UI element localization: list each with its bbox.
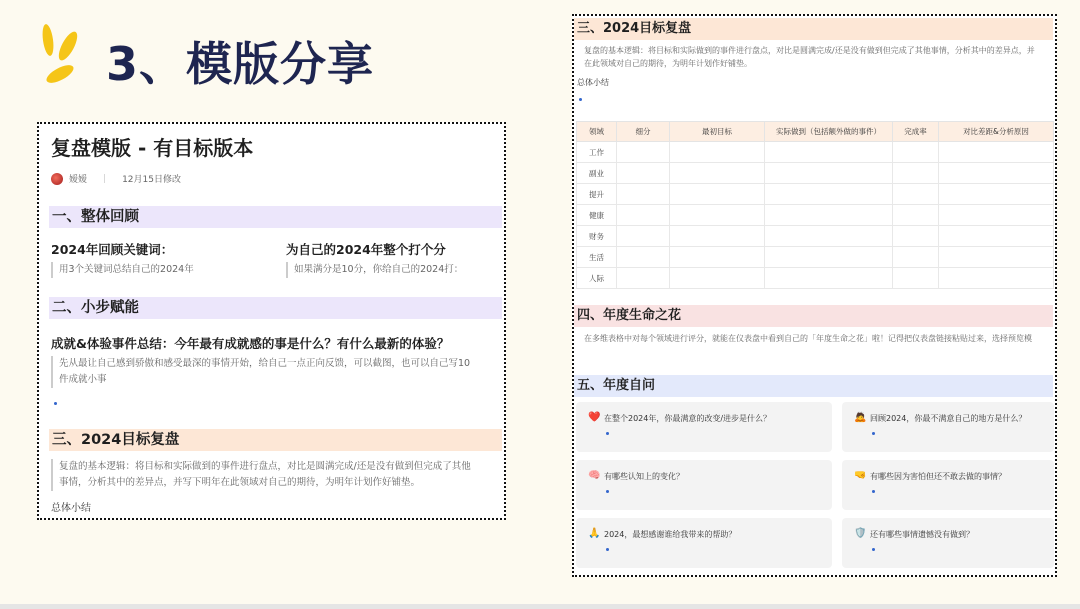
achievement-question: 成就&体验事件总结：今年最有成就感的事是什么？有什么最新的体验？ bbox=[51, 336, 450, 351]
header-initial-goal[interactable]: 最初目标 bbox=[670, 122, 765, 142]
empty-cell[interactable] bbox=[939, 205, 1054, 226]
self-question-card[interactable] bbox=[576, 402, 832, 452]
section-heading-goal-review: 三、2024目标复盘 bbox=[49, 429, 502, 451]
empty-cell[interactable] bbox=[765, 163, 893, 184]
empty-cell[interactable] bbox=[765, 268, 893, 289]
row-domain-cell[interactable]: 副业 bbox=[577, 163, 617, 184]
question-emoji-icon: 🤜 bbox=[854, 470, 867, 481]
header-domain[interactable]: 领域 bbox=[577, 122, 617, 142]
left-template-doc bbox=[37, 122, 506, 520]
empty-cell[interactable] bbox=[617, 226, 670, 247]
section-heading-goal-review: 三、2024目标复盘 bbox=[574, 18, 1053, 40]
empty-cell[interactable] bbox=[765, 247, 893, 268]
row-domain-cell[interactable]: 健康 bbox=[577, 205, 617, 226]
table-row[interactable] bbox=[577, 184, 1054, 205]
empty-cell[interactable] bbox=[670, 205, 765, 226]
summary-label: 总体小结 bbox=[51, 503, 91, 514]
modified-time: 12月15日修改 bbox=[122, 175, 181, 185]
question-emoji-icon: 🛡️ bbox=[854, 528, 867, 539]
goal-review-table bbox=[576, 121, 1054, 289]
row-domain-cell[interactable]: 工作 bbox=[577, 142, 617, 163]
row-domain-cell[interactable]: 财务 bbox=[577, 226, 617, 247]
header-subcategory[interactable]: 细分 bbox=[617, 122, 670, 142]
question-text: 有哪些认知上的变化？ bbox=[604, 472, 684, 481]
empty-cell[interactable] bbox=[765, 184, 893, 205]
goal-review-hint-line1[interactable]: 复盘的基本逻辑：将目标和实际做到的事件进行盘点，对比是圆满完成/还是没有做到但完成了其他事情，分析其中的差异点，并 bbox=[584, 46, 1035, 55]
empty-cell[interactable] bbox=[893, 226, 939, 247]
author-name[interactable]: 嫒嫒 bbox=[69, 175, 88, 185]
empty-cell[interactable] bbox=[617, 205, 670, 226]
empty-cell[interactable] bbox=[670, 247, 765, 268]
self-question-card[interactable] bbox=[576, 518, 832, 568]
answer-bullet[interactable] bbox=[606, 548, 609, 551]
question-emoji-icon: ❤️ bbox=[588, 412, 601, 423]
empty-cell[interactable] bbox=[893, 184, 939, 205]
self-question-card[interactable] bbox=[842, 460, 1054, 510]
table-row[interactable] bbox=[577, 226, 1054, 247]
empty-cell[interactable] bbox=[893, 268, 939, 289]
meta-divider: | bbox=[103, 173, 107, 184]
answer-bullet[interactable] bbox=[872, 548, 875, 551]
row-domain-cell[interactable]: 提升 bbox=[577, 184, 617, 205]
keywords-title: 2024年回顾关键词： bbox=[51, 242, 174, 257]
empty-bullet[interactable] bbox=[579, 98, 582, 101]
empty-cell[interactable] bbox=[617, 268, 670, 289]
empty-cell[interactable] bbox=[670, 226, 765, 247]
question-text: 还有哪些事情遗憾没有做到？ bbox=[870, 530, 974, 539]
goal-review-hint-line2[interactable]: 在此领域对自己的期待，为明年计划作好铺垫。 bbox=[584, 59, 752, 68]
question-text: 2024，最想感谢谁给我带来的帮助？ bbox=[604, 530, 737, 539]
empty-cell[interactable] bbox=[765, 226, 893, 247]
self-question-card[interactable] bbox=[576, 460, 832, 510]
empty-cell[interactable] bbox=[939, 184, 1054, 205]
empty-cell[interactable] bbox=[617, 247, 670, 268]
question-text: 有哪些因为害怕但还不敢去做的事情？ bbox=[870, 472, 1006, 481]
header-actual-done[interactable]: 实际做到（包括额外做的事件） bbox=[765, 122, 893, 142]
table-header-row bbox=[577, 122, 1054, 142]
table-row[interactable] bbox=[577, 142, 1054, 163]
question-text: 在整个2024年，你最满意的改变/进步是什么？ bbox=[604, 414, 772, 423]
question-text: 回顾2024，你最不满意自己的地方是什么？ bbox=[870, 414, 1027, 423]
empty-cell[interactable] bbox=[670, 142, 765, 163]
empty-cell[interactable] bbox=[670, 163, 765, 184]
question-emoji-icon: 🙇 bbox=[854, 412, 867, 423]
goal-review-hint-line2: 事情，分析其中的差异点，并写下明年在此领域对自己的期待，为明年计划作好铺垫。 bbox=[59, 477, 421, 488]
empty-cell[interactable] bbox=[893, 247, 939, 268]
slide-title: 3、模版分享 bbox=[106, 37, 375, 91]
header-completion-rate[interactable]: 完成率 bbox=[893, 122, 939, 142]
question-emoji-icon: 🙏 bbox=[588, 528, 601, 539]
row-domain-cell[interactable]: 生活 bbox=[577, 247, 617, 268]
empty-cell[interactable] bbox=[893, 205, 939, 226]
answer-bullet[interactable] bbox=[872, 490, 875, 493]
section-heading-overall-review: 一、整体回顾 bbox=[49, 206, 502, 228]
question-emoji-icon: 🧠 bbox=[588, 470, 601, 481]
avatar[interactable] bbox=[51, 173, 63, 185]
empty-cell[interactable] bbox=[617, 163, 670, 184]
empty-cell[interactable] bbox=[893, 142, 939, 163]
empty-cell[interactable] bbox=[617, 184, 670, 205]
empty-cell[interactable] bbox=[765, 205, 893, 226]
table-row[interactable] bbox=[577, 247, 1054, 268]
section-heading-life-flower: 四、年度生命之花 bbox=[574, 305, 1053, 327]
leaf-decoration-icon bbox=[36, 18, 90, 90]
row-domain-cell[interactable]: 人际 bbox=[577, 268, 617, 289]
section-heading-annual-self-questions: 五、年度自问 bbox=[574, 375, 1053, 397]
achievement-hint[interactable] bbox=[51, 356, 503, 388]
achievement-hint-line1: 先从最让自己感到骄傲和感受最深的事情开始，给自己一点正向反馈，可以截图，也可以自己写10 bbox=[59, 358, 471, 369]
empty-cell[interactable] bbox=[939, 163, 1054, 184]
life-flower-hint[interactable]: 在多维表格中对每个领域进行评分，就能在仪表盘中看到自己的「年度生命之花」啦！记得把仪表盘链接粘贴过来，选择预览模 bbox=[584, 334, 1032, 343]
score-hint[interactable]: 如果满分是10分，你给自己的2024打： bbox=[286, 262, 463, 278]
answer-bullet[interactable] bbox=[606, 490, 609, 493]
answer-bullet[interactable] bbox=[872, 432, 875, 435]
score-title: 为自己的2024年整个打个分 bbox=[286, 242, 446, 257]
empty-cell[interactable] bbox=[617, 142, 670, 163]
goal-review-hint[interactable] bbox=[51, 459, 505, 491]
empty-cell[interactable] bbox=[765, 142, 893, 163]
empty-cell[interactable] bbox=[670, 184, 765, 205]
empty-cell[interactable] bbox=[893, 163, 939, 184]
self-question-card[interactable] bbox=[842, 518, 1054, 568]
empty-cell[interactable] bbox=[939, 247, 1054, 268]
doc-meta bbox=[51, 172, 181, 185]
table-row[interactable] bbox=[577, 268, 1054, 289]
bottom-strip bbox=[0, 604, 1080, 609]
achievement-hint-line2: 件成就小事 bbox=[59, 374, 107, 385]
right-template-doc bbox=[572, 14, 1057, 577]
table-row[interactable] bbox=[577, 205, 1054, 226]
summary-label: 总体小结 bbox=[577, 78, 609, 87]
empty-cell[interactable] bbox=[670, 268, 765, 289]
table-row[interactable] bbox=[577, 163, 1054, 184]
empty-cell[interactable] bbox=[939, 226, 1054, 247]
empty-cell[interactable] bbox=[939, 268, 1054, 289]
answer-bullet[interactable] bbox=[606, 432, 609, 435]
header-gap-analysis[interactable]: 对比差距&分析原因 bbox=[939, 122, 1054, 142]
empty-bullet[interactable] bbox=[54, 402, 57, 405]
doc-title: 复盘模版 - 有目标版本 bbox=[51, 136, 254, 160]
self-question-card[interactable] bbox=[842, 402, 1054, 452]
keywords-hint[interactable]: 用3个关键词总结自己的2024年 bbox=[51, 262, 194, 278]
section-heading-small-steps: 二、小步赋能 bbox=[49, 297, 502, 319]
goal-review-hint-line1: 复盘的基本逻辑：将目标和实际做到的事件进行盘点，对比是圆满完成/还是没有做到但完成了其他 bbox=[59, 461, 471, 472]
empty-cell[interactable] bbox=[939, 142, 1054, 163]
